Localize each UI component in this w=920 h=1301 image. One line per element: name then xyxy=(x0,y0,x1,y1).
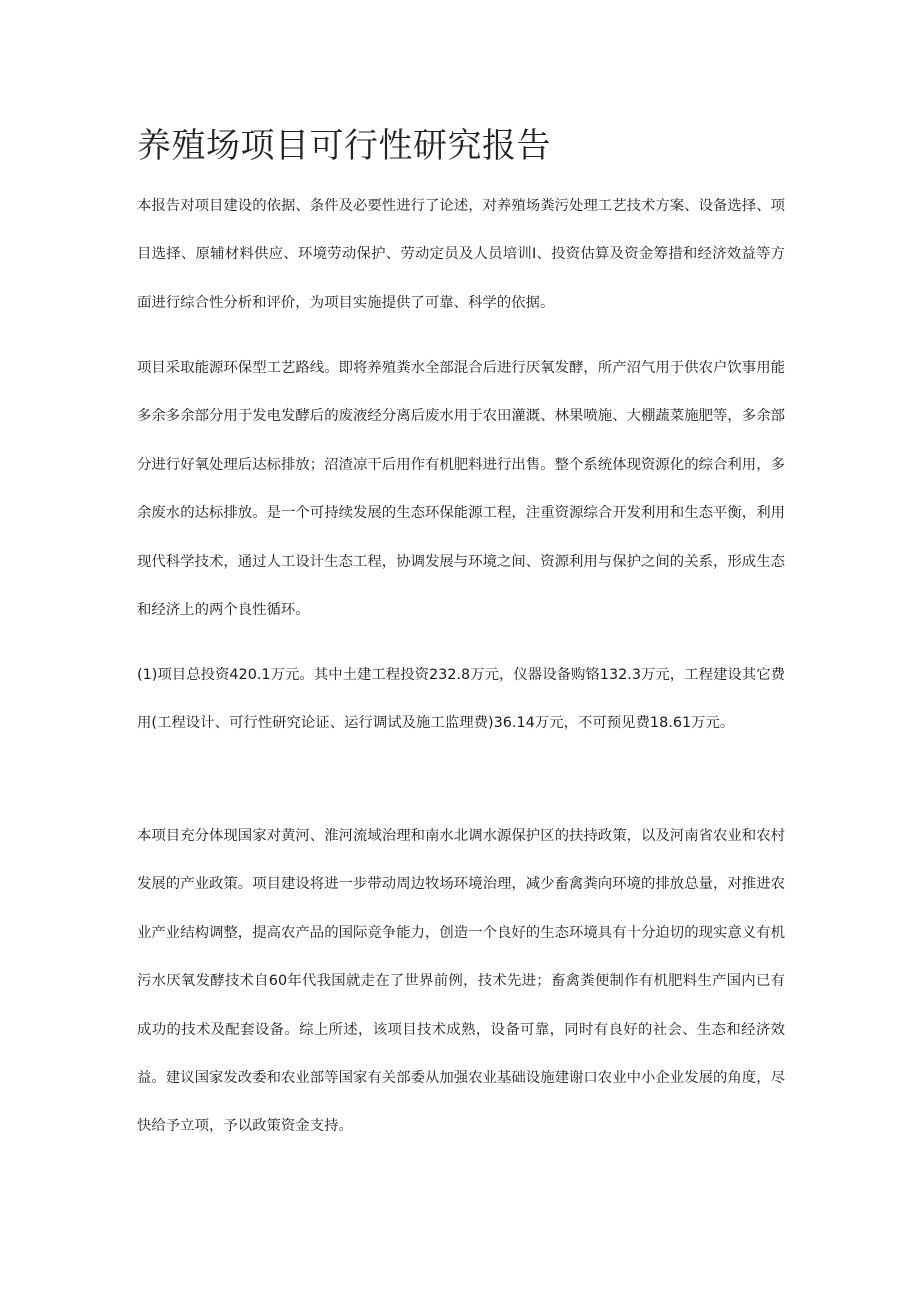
paragraph-overview: 本报告对项目建设的依据、条件及必要性进行了论述，对养殖场粪污处理工艺技术方案、设备选择、项目选择、原辅材料供应、环境劳动保护、劳动定员及人员培训I、投资估算及资金筹措和经济效益等方面进行综合性分析和评价，为项目实施提供了可靠、科学的依据。 xyxy=(137,198,785,311)
document-title: 养殖场项目可行性研究报告 xyxy=(137,126,551,166)
paragraph-process-route: 项目采取能源环保型工艺路线。即将养殖粪水全部混合后进行厌氧发酵，所产沼气用于供农户饮事用能多余多余部分用于发电发酵后的废液经分离后废水用于农田灌溉、林果喷施、大棚蔬菜施肥等，多余部分进行好氧处理后达标排放；沼渣凉干后用作有机肥料进行出售。整个系统体现资源化的综合利用，多余废水的达标排放。是一个可持续发展的生态环保能源工程，注重资源综合开发利用和生态平衡，利用现代科学技术，通过人工设计生态工程，协调发展与环境之间、资源利用与保护之间的关系，形成生态和经济上的两个良性循环。 xyxy=(137,360,785,619)
paragraph-conclusion: 本项目充分体现国家对黄河、淮河流域治理和南水北调水源保护区的扶持政策，以及河南省农业和农村发展的产业政策。项目建设将进一步带动周边牧场环境治理，减少畜禽粪向环境的排放总量，对推进农业产业结构调整，提高农产品的国际竞争能力，创造一个良好的生态环境具有十分迫切的现实意义有机污水厌氧发酵技术自60年代我国就走在了世界前例，技术先进；畜禽粪便制作有机肥料生产国内已有成功的技术及配套设备。综上所述，该项目技术成熟，设备可靠，同时有良好的社会、生态和经济效益。建议国家发改委和农业部等国家有关部委从加强农业基础设施建谢口农业中小企业发展的角度，尽快给予立项，予以政策资金支持。 xyxy=(137,828,785,1135)
paragraph-investment: (1)项目总投资420.1万元。其中土建工程投资232.8万元，仪器设备购铬132.3万元，工程建设其它费用(工程设计、可行性研究论证、运行调试及施工监理费)36.14万元，不可预见费18.61万元。 xyxy=(137,667,785,732)
